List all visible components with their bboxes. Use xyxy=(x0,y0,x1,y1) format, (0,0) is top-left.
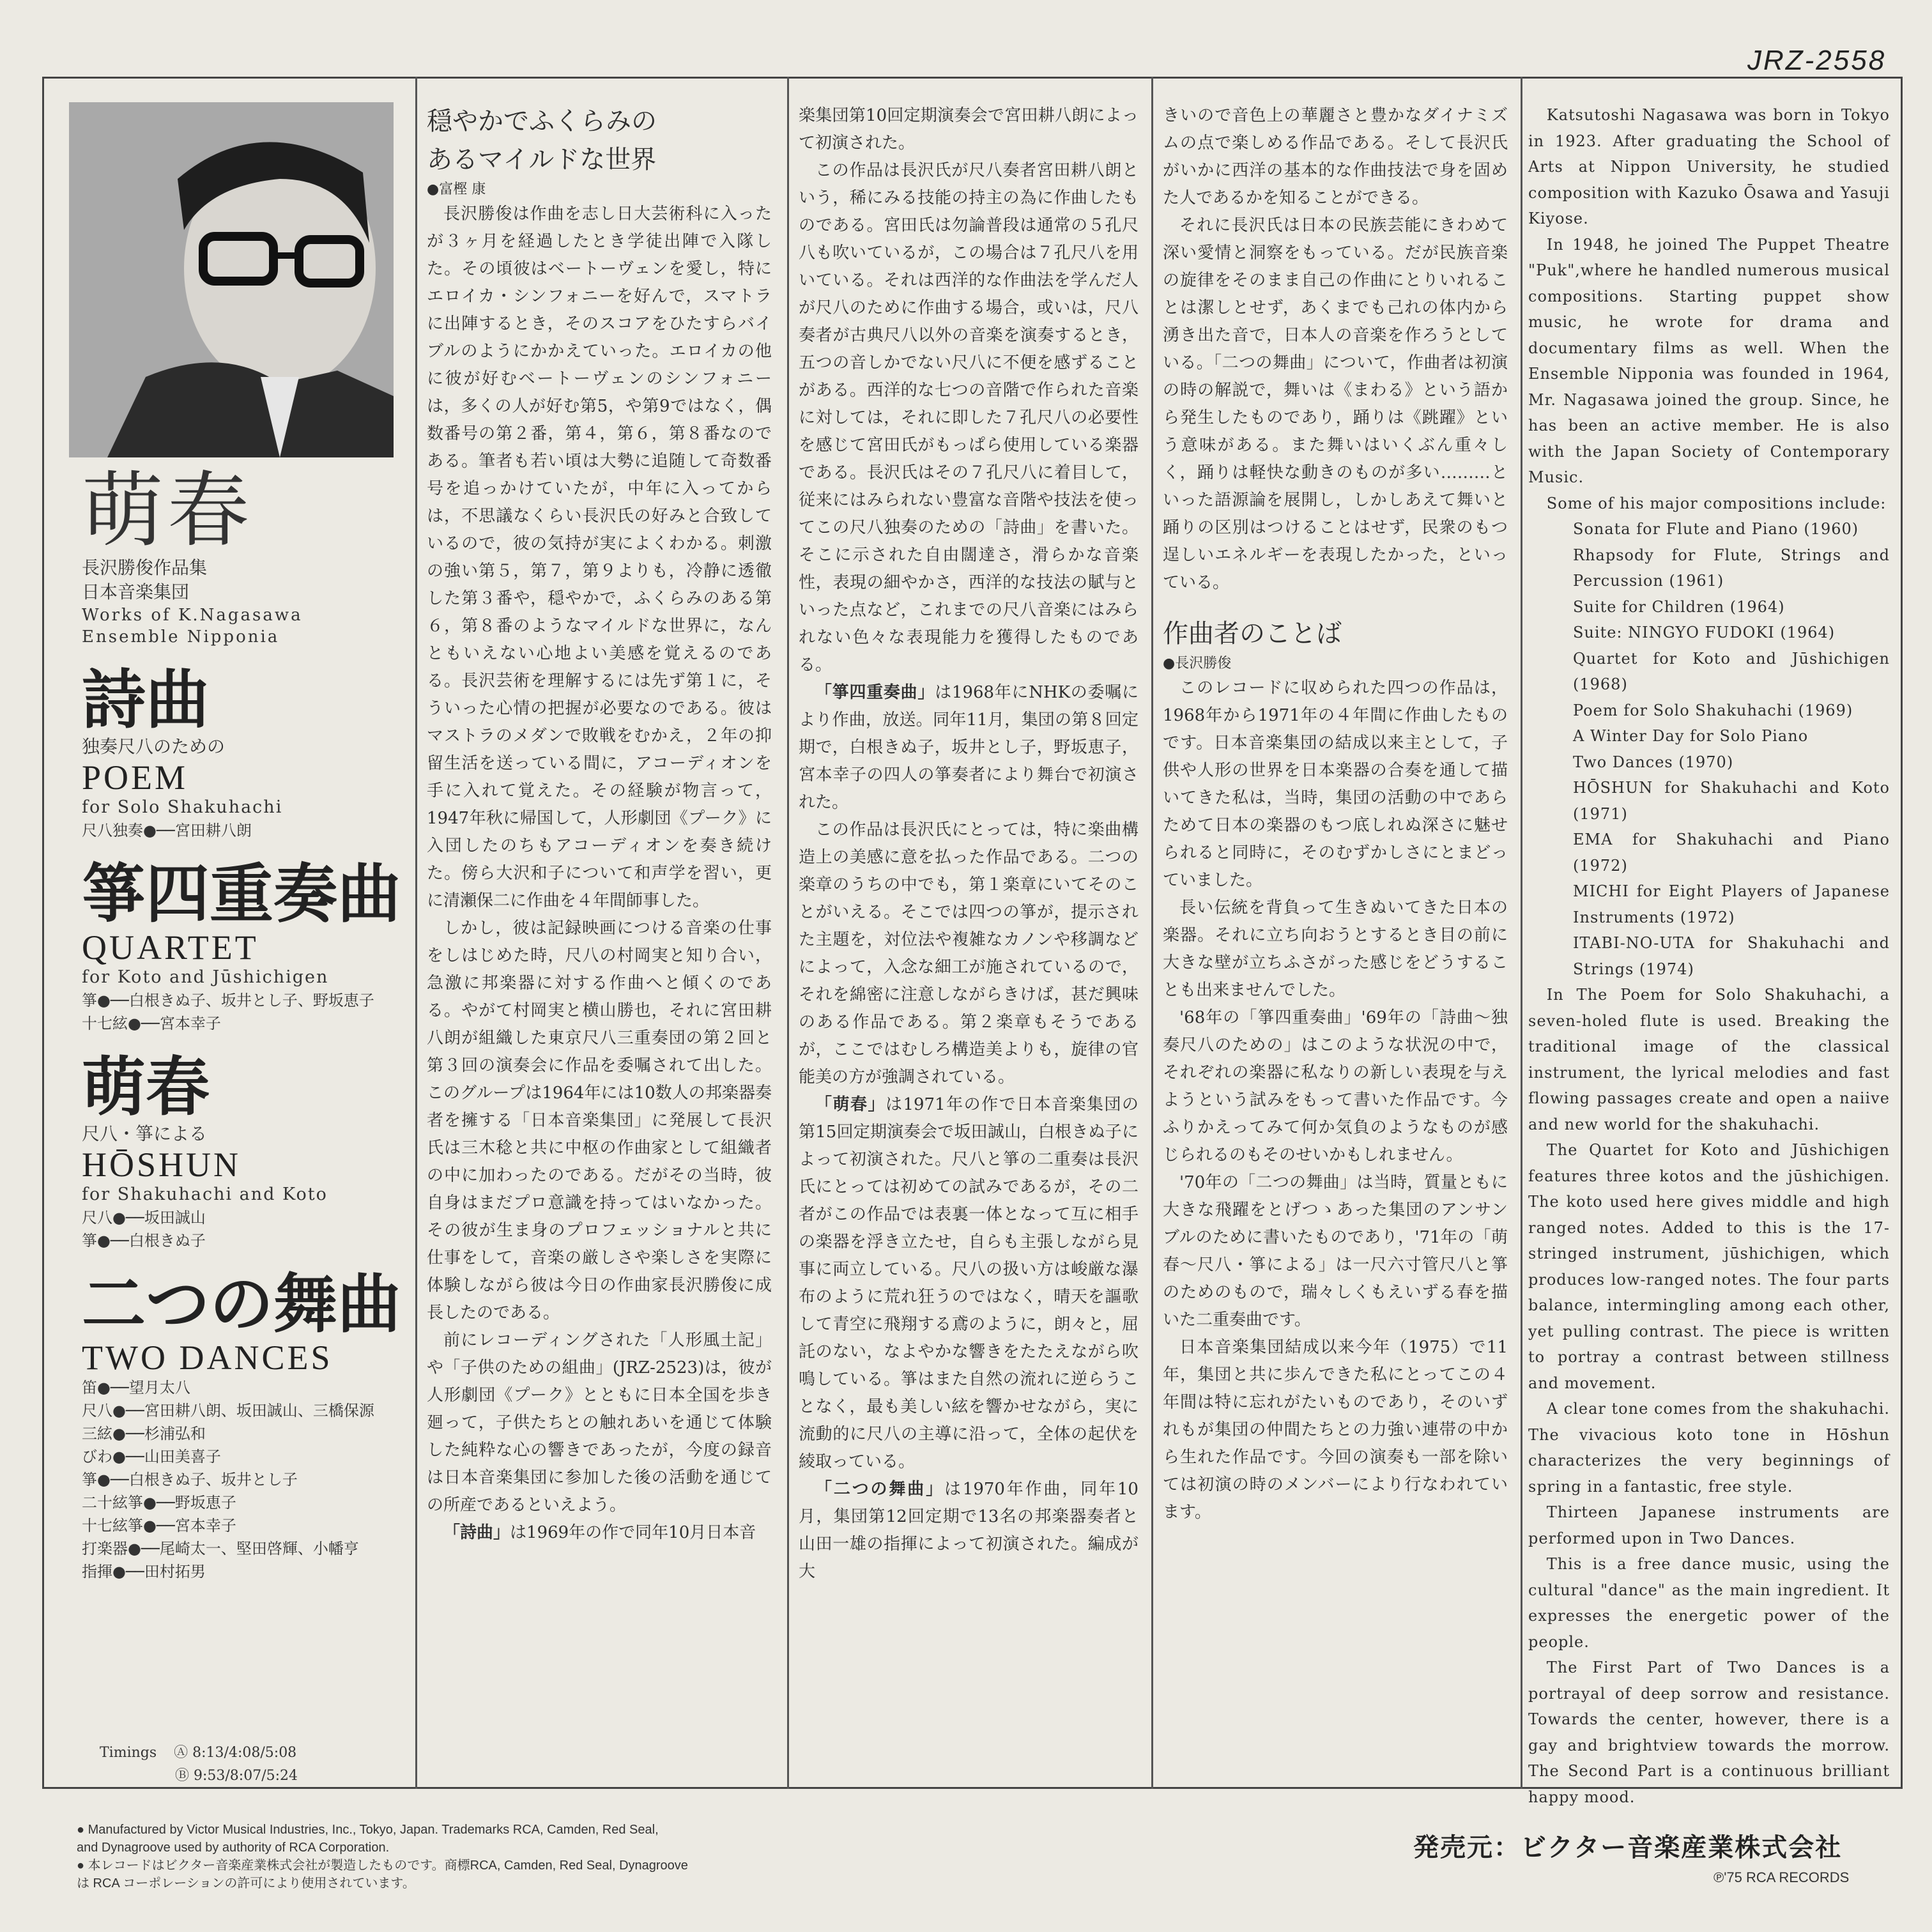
paragraph: きいので音色上の華麗さと豊かなダイナミズムの点で楽しめる作品である。そして長沢氏がいかに西洋の基本的な作曲技法で身を固めた人であるかを知ることができる。 xyxy=(1163,106,1508,208)
manufacturer-notice xyxy=(77,1821,779,1892)
list-item: Suite: NINGYO FUDOKI (1964) xyxy=(1573,624,1836,641)
paragraph xyxy=(427,1519,772,1547)
work-quartet xyxy=(82,856,414,1035)
timings xyxy=(100,1742,298,1788)
paragraph: In The Poem for Solo Shakuhachi, a seven-holed flute is used. Breaking the traditional image of the classical instrument, the lyrical melodies and fast flowing passages create and open a naiive and new world for the shakuhachi. xyxy=(1528,986,1890,1133)
performer-credit: 指揮●──田村拓男 xyxy=(82,1563,206,1581)
column-divider xyxy=(787,77,789,1789)
work-title-jp: 詩曲 xyxy=(82,662,210,737)
composer-portrait-photo xyxy=(69,102,394,457)
work-title-en: QUARTET xyxy=(82,928,259,967)
notice-line: ● 本レコードはビクター音楽産業株式会社が製造したものです。商標RCA, Camden, Red Seal, Dynagroove xyxy=(77,1859,688,1873)
work-desc-jp: 独奏尺八のための xyxy=(82,736,226,757)
list-item: EMA for Shakuhachi and Piano (1972) xyxy=(1573,831,1890,875)
paragraph: A clear tone comes from the shakuhachi. The vivacious koto tone in Hōshun characterizes the very beginnings of spring in a fantastic, free style. xyxy=(1528,1400,1890,1496)
list-item: ITABI-NO-UTA for Shakuhachi and Strings (1974) xyxy=(1573,934,1890,978)
article-heading: あるマイルドな世界 xyxy=(427,145,657,174)
paragraph xyxy=(799,679,1138,816)
work-poem xyxy=(82,664,414,842)
copyright-notice: ℗'75 RCA RECORDS xyxy=(1713,1869,1850,1885)
performer-credit: びわ●──山田美喜子 xyxy=(82,1448,221,1466)
paragraph-text: は1968年にNHKの委嘱により作曲，放送。同年11月，集団の第８回定期で，白根きぬ子，坂井とし子，野坂恵子，宮本幸子の四人の箏奏者により舞台で初演された。 xyxy=(799,683,1138,812)
paragraph: '68年の「箏四重奏曲」'69年の「詩曲〜独奏尺八のための」はこのような状況の中で，それぞれの楽器に私なりの新しい表現を与えようという試みをもって書いた作品です。今ふりかえってみて何か気負のようなものが感じられるのもそのせいかもしれません。 xyxy=(1163,1008,1508,1165)
work-name-lead: 「詩曲」 xyxy=(443,1523,510,1542)
paragraph: この作品は長沢氏にとっては，特に楽曲構造上の美感に意を払った作品である。二つの楽章のうちの中でも，第１楽章にいてそのことがいえる。そこでは四つの箏が，提示された主題を，対位法や複雑なカノンや移調などによって，入念な細工が施されているので，それを綿密に注意しながらきけば，甚だ興味のある作品である。第２楽章もそうであるが，ここではむしろ構造美よりも，旋律の官能美の方が強調されている。 xyxy=(799,820,1138,1087)
work-title-en: POEM xyxy=(82,758,188,797)
timing-side-a: Ⓐ 8:13/4:08/5:08 xyxy=(174,1745,297,1761)
paragraph: 長沢勝俊は作曲を志し日大芸術科に入ったが３ヶ月を経過したとき学徒出陣で入隊した。その頃彼はベートーヴェンを愛し，特にエロイカ・シンフォニーを好んで，スマトラに出陣するとき，そのスコアをひたすらバイブルのようにかかえていった。エロイカの他に彼が好むベートーヴェンのシンフォニーは，多くの人が好む第5，や第9ではなく，偶数番号の第２番，第４，第６，第８番なのである。筆者も若い頃は大勢に追随して奇数番号を追っかけていたが，中年に入ってからは，不思議なくらい長沢氏の好みと合致しているので，彼の気持が実によくわかる。刺激の強い第５，第７，第９よりも，冷静に透徹した第３番や，穏やかで，ふくらみのある第６，第８番のようなマイルドな世界に，なんともいえない心地よい美感を覚えるのである。長沢芸術を理解するには先ず第１に，そういった心情の把握が必要なのである。彼はマストラのメダンで敗戦をむかえ，２年の抑留生活を送っている間に，アコーディオンを手に入れて覚えた。その経験が物言って，1947年秋に帰国して，人形劇団《プーク》に入団したのちもアコーディオンを奏き続けた。傍ら大沢和子について和声学を習い，更に清瀬保二に作曲を４年間師事した。 xyxy=(427,204,772,910)
notice-line: ● Manufactured by Victor Musical Industries, Inc., Tokyo, Japan. Trademarks RCA, Camden, Red Seal, xyxy=(77,1823,659,1837)
compositions-list xyxy=(1528,516,1890,982)
paragraph xyxy=(799,1091,1138,1476)
work-subtitle-en: for Shakuhachi and Koto xyxy=(82,1184,328,1204)
work-desc-jp: 尺八・箏による xyxy=(82,1123,208,1144)
article-heading: 穏やかでふくらみの xyxy=(427,107,657,136)
composer-byline: ●長沢勝俊 xyxy=(1163,656,1232,671)
performer-credit: 十七絃箏●──宮本幸子 xyxy=(82,1517,236,1535)
composer-words-heading: 作曲者のことば xyxy=(1163,619,1342,648)
subtitle-jp: 長沢勝俊作品集 xyxy=(82,557,208,578)
subtitle-jp: 日本音楽集団 xyxy=(82,581,190,602)
list-item: Two Dances (1970) xyxy=(1573,753,1734,771)
performer-credit: 箏●──白根きぬ子、坂井とし子 xyxy=(82,1471,298,1489)
paragraph: The Quartet for Koto and Jūshichigen features three kotos and the jūshichigen. The koto used here gives middle and high ranged notes. Added to this is the 17-stringed instrument, jūshichigen, which produces low-ranged notes. The four parts balance, intermingling among each other, yet pulling contrast. The piece is written to portray a contrast between stillness and movement. xyxy=(1528,1141,1890,1392)
performer-credit: 尺八●──坂田誠山 xyxy=(82,1209,206,1227)
list-item: Sonata for Flute and Piano (1960) xyxy=(1573,520,1859,538)
paragraph: 日本音楽集団結成以来今年（1975）で11年，集団と共に歩んできた私にとってこの４年間は特に忘れがたいものであり，そのいずれもが集団の仲間たちとの力強い連帯の中から生れた作品です。今回の演奏も一部を除いては初演の時のメンバーにより行なわれています。 xyxy=(1163,1338,1508,1522)
work-title-en: HŌSHUN xyxy=(82,1146,241,1184)
timing-side-b: Ⓑ 9:53/8:07/5:24 xyxy=(175,1768,298,1784)
list-item: MICHI for Eight Players of Japanese Instruments (1972) xyxy=(1573,882,1890,926)
work-title-jp: 二つの舞曲 xyxy=(82,1266,401,1342)
list-item: Quartet for Koto and Jūshichigen (1968) xyxy=(1573,649,1890,693)
paragraph: '70年の「二つの舞曲」は当時，質量ともに大きな飛躍をとげつゝあった集団のアンサンブルのために書いたものであり，'71年の「萌春〜尺八・箏による」は一尺六寸管尺八と箏のためのもので，瑞々しくもえいずる春を描いた二重奏曲です。 xyxy=(1163,1173,1508,1330)
list-item: HŌSHUN for Shakuhachi and Koto (1971) xyxy=(1573,779,1890,823)
paragraph: 長い伝統を背負って生きぬいてきた日本の楽器。それに立ち向おうとするとき目の前に大きな壁が立ちふさがった感じをどうすることも出来ませんでした。 xyxy=(1163,898,1508,1000)
work-name-lead: 「萌春」 xyxy=(815,1095,885,1114)
performer-credit: 尺八独奏●──宮田耕八朗 xyxy=(82,822,252,839)
album-title-jp: 萌春 xyxy=(82,463,254,558)
paragraph: Some of his major compositions include: xyxy=(1546,494,1887,512)
work-hoshun xyxy=(82,1049,414,1252)
liner-notes-column-3 xyxy=(1163,102,1508,1526)
subtitle-en: Works of K.Nagasawa xyxy=(82,606,303,625)
paragraph: The First Part of Two Dances is a portrayal of deep sorrow and resistance. Towards the center, however, there is a gay and brightview towards the morrow. The Second Part is a continuous brilliant happy mood. xyxy=(1528,1659,1890,1806)
timings-label: Timings xyxy=(100,1745,157,1761)
column-divider xyxy=(415,77,417,1789)
column-divider xyxy=(1151,77,1153,1789)
liner-notes-column-1 xyxy=(427,102,772,1547)
work-title-jp: 箏四重奏曲 xyxy=(82,856,401,931)
paragraph: それに長沢氏は日本の民族芸能にきわめて深い愛情と洞察をもっている。だが民族音楽の旋律をそのまま自己の作曲にとりいれることは潔しとせず，あくまでも己れの体内から湧き出た音で，日本人の音楽を作ろうとしている。「二つの舞曲」について，作曲者は初演の時の解説で，舞いは《まわる》という語から発生したものであり，踊りは《跳躍》という意味がある。また舞いはいくぶん重々しく，踊りは軽快な動きのものが多い………といった語源論を展開し，しかしあえて舞いと踊りの区別はつけることはせず，民衆のもつ逞しいエネルギーを表現したかった，といっている。 xyxy=(1163,216,1508,592)
notice-line: and Dynagroove used by authority of RCA Corporation. xyxy=(77,1841,390,1855)
paragraph: Katsutoshi Nagasawa was born in Tokyo in 1923. After graduating the School of Arts at Nippon University, he studied composition with Kazuko Ōsawa and Yasuji Kiyose. xyxy=(1528,106,1890,227)
work-name-lead: 「二つの舞曲」 xyxy=(815,1480,944,1499)
paragraph xyxy=(799,1476,1138,1586)
performer-credit: 尺八●──宮田耕八朗、坂田誠山、三橋保源 xyxy=(82,1402,374,1420)
english-notes-column xyxy=(1528,102,1890,1810)
paragraph: This is a free dance music, using the cultural "dance" as the main ingredient. It expresses the energetic power of the people. xyxy=(1528,1555,1890,1651)
paragraph: Thirteen Japanese instruments are performed upon in Two Dances. xyxy=(1528,1503,1890,1547)
work-title-en: TWO DANCES xyxy=(82,1338,333,1377)
list-item: Suite for Children (1964) xyxy=(1573,597,1785,616)
paragraph: このレコードに収められた四つの作品は，1968年から1971年の４年間に作曲したものです。日本音楽集団の結成以来主として，子供や人形の世界を日本楽器の合奏を通して描いてきた私は，当時，集団の活動の中であらためて日本の楽器のもつ底しれぬ深さに魅せられると同時に，そのむずかしさにとまどっていました。 xyxy=(1163,678,1508,890)
paragraph-text: は1971年の作で日本音楽集団の第15回定期演奏会で坂田誠山，白根きぬ子によって初演された。尺八と箏の二重奏は長沢氏にとっては初めての試みであるが，その二者がこの作品では表裏一体となって互に相手の楽器を浮き立たせ，自らも主張しながら見事に両立している。尺八の扱い方は峻厳な瀑布のように荒れ狂うのではなく，晴天を謳歌して青空に飛翔する鳶のように，朗々と，屈託のない，なよやかな響きをたたえながら吹鳴している。箏はまた自然の流れに逆らうことなく，最も美しい絃を響かせながら，実に流動的に尺八の主導に沿って，全体の起伏を綾取っている。 xyxy=(799,1095,1138,1471)
list-item: Poem for Solo Shakuhachi (1969) xyxy=(1573,701,1853,719)
work-title-jp: 萌春 xyxy=(82,1049,210,1124)
list-item: Rhapsody for Flute, Strings and Percussion (1961) xyxy=(1573,546,1890,590)
performer-credit: 打楽器●──尾崎太一、堅田啓輝、小幡亨 xyxy=(82,1540,359,1558)
paragraph: この作品は長沢氏が尺八奏者宮田耕八朗という，稀にみる技能の持主の為に作曲したものである。宮田氏は勿論普段は通常の５孔尺八も吹いているが，この場合は７孔尺八を用いている。それは西洋的な作曲法を学んだ人が尺八のために作曲する場合，或いは，尺八奏者が古典尺八以外の音楽を演奏するとき，五つの音しかでない尺八に不便を感ずることがある。西洋的な七つの音階で作られた音楽に対しては，それに即した７孔尺八の必要性を感じて宮田氏がもっぱら使用している楽器である。長沢氏はその７孔尺八に着目して，従来にはみられない豊富な音階や技法を使ってこの尺八独奏のための「詩曲」を書いた。そこに示された自由闊達さ，滑らかな音楽性，表現の細やかさ，西洋的な技法の賦与といった点など，これまでの尺八音楽にはみられない色々な表現能力を獲得したものである。 xyxy=(799,161,1138,675)
catalog-number: JRZ-2558 xyxy=(1747,45,1887,76)
paragraph: 楽集団第10回定期演奏会で宮田耕八朗によって初演された。 xyxy=(799,106,1138,153)
paragraph: しかし，彼は記録映画につける音楽の仕事をしはじめた時，尺八の村岡実と知り合い，急激に邦楽器に対する作曲へと傾くのである。やがて村岡実と横山勝也，それに宮田耕八朗が組織した東京尺八三重奏団の第２回と第３回の演奏会に作品を委嘱されて出した。このグループは1964年には10数人の邦楽器奏者を擁する「日本音楽集団」に発展して長沢氏は三木稔と共に中枢の作曲家として組織者の中に加わったのである。だがその当時，彼自身はまだプロ意識を持ってはいなかった。その彼が生ま身のプロフェッショナルと共に仕事をして，音楽の厳しさや楽しさを実際に体験しながら彼は今日の作曲家長沢勝俊に成長したのである。 xyxy=(427,919,772,1322)
performer-credit: 箏●──白根きぬ子 xyxy=(82,1232,206,1250)
work-two-dances xyxy=(82,1266,414,1583)
performer-credit: 二十絃箏●──野坂恵子 xyxy=(82,1494,236,1512)
article-author: ●富樫 康 xyxy=(427,181,486,197)
performer-credit: 三絃●──杉浦弘和 xyxy=(82,1425,206,1443)
paragraph-text: は1970年作曲，同年10月，集団第12回定期で13名の邦楽器奏者と山田一雄の指揮によって初演された。編成が大 xyxy=(799,1480,1138,1581)
paragraph: In 1948, he joined The Puppet Theatre "Puk",where he handled numerous musical compositions. Starting puppet show music, he wrote for drama and documentary films as well. When the Ensemble Nipponia was founded in 1964, Mr. Nagasawa joined the group. Since, he has been an active member. He is also with the Japan Society of Contemporary Music. xyxy=(1528,235,1890,486)
performer-credit: 笛●──望月太八 xyxy=(82,1379,190,1397)
column-divider xyxy=(1521,77,1522,1789)
subtitle-en: Ensemble Nipponia xyxy=(82,627,280,647)
notice-line: は RCA コーポレーションの許可により使用されています。 xyxy=(77,1876,415,1890)
distributor: 発売元：ビクター音楽産業株式会社 xyxy=(1413,1834,1843,1862)
work-name-lead: 「箏四重奏曲」 xyxy=(815,683,935,702)
paragraph: 前にレコーディングされた「人形風土記」や「子供のための組曲」(JRZ-2523)は，彼が人形劇団《プーク》とともに日本全国を歩き廻って，子供たちとの触れあいを通じて体験した純粋な心の響きであったが，今度の録音は日本音楽集団に参加した後の活動を通じての所産であるといえよう。 xyxy=(427,1331,772,1515)
liner-notes-column-2 xyxy=(799,102,1138,1586)
work-subtitle-en: for Solo Shakuhachi xyxy=(82,797,283,817)
paragraph-text: は1969年の作で同年10月日本音 xyxy=(510,1523,756,1542)
list-item: A Winter Day for Solo Piano xyxy=(1573,727,1809,745)
performer-credit: 十七絃●──宮本幸子 xyxy=(82,1015,221,1032)
work-subtitle-en: for Koto and Jūshichigen xyxy=(82,967,329,987)
track-listing xyxy=(82,463,414,1583)
performer-credit: 箏●──白根きぬ子、坂井とし子、野坂恵子 xyxy=(82,992,374,1009)
